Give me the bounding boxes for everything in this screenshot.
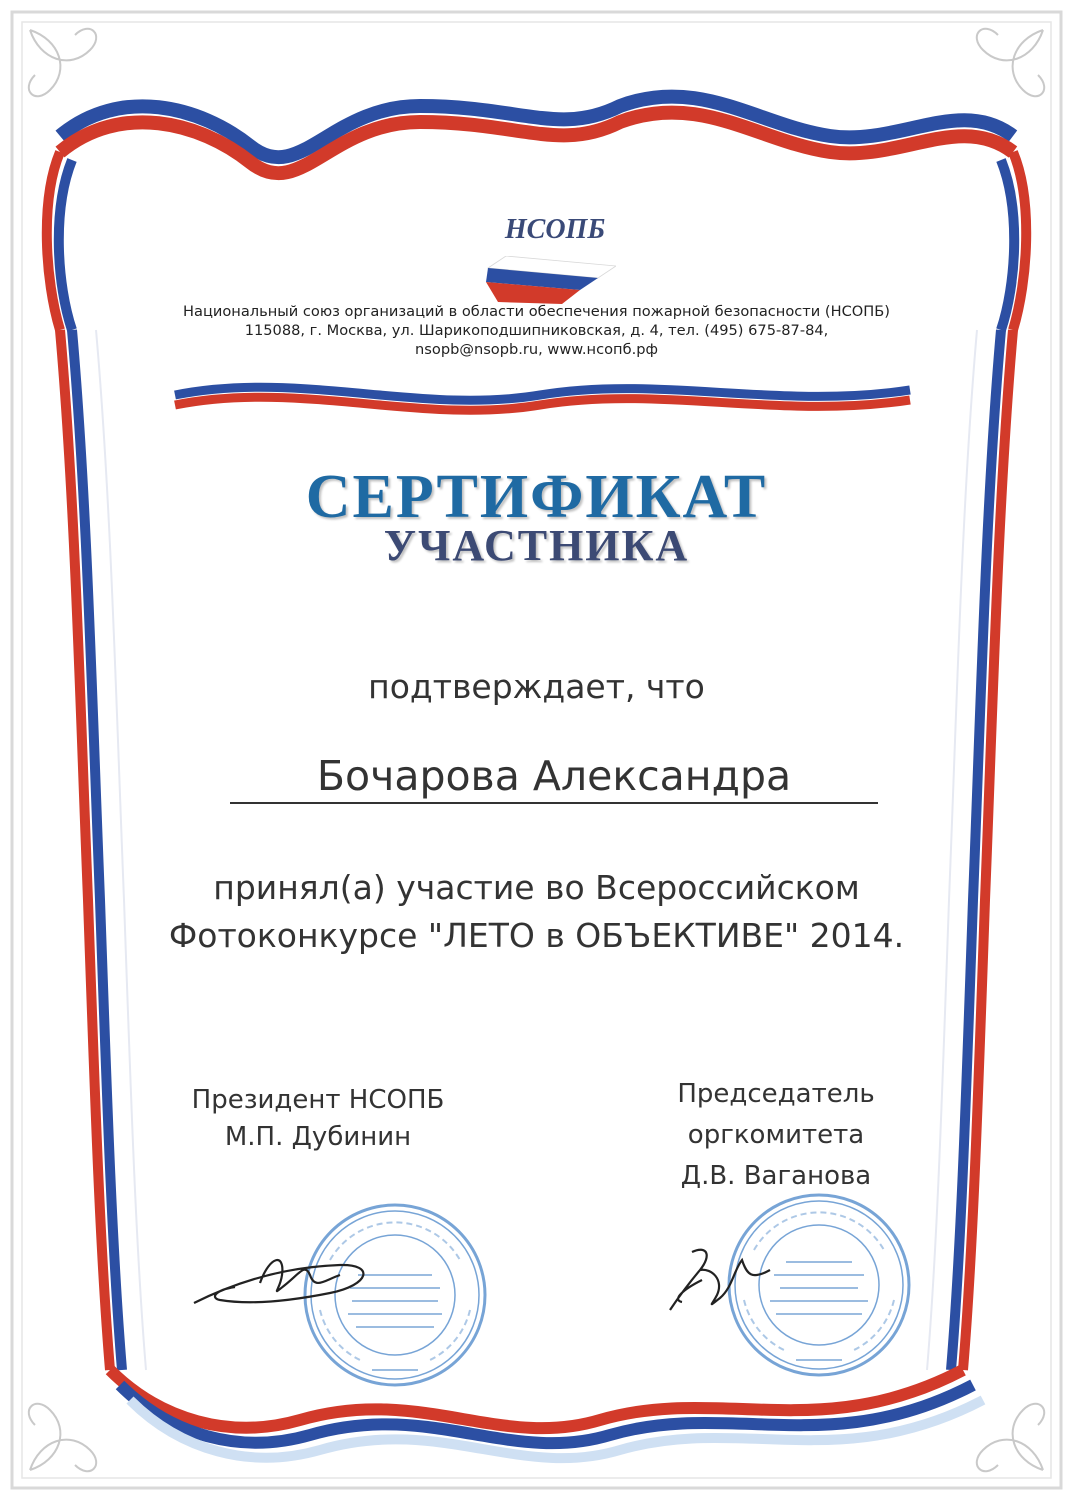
recipient-name: Бочарова Александра: [316, 752, 792, 800]
right-ribbon: [927, 330, 1013, 1370]
organization-contacts: nsopb@nsopb.ru, www.нсопб.рф: [415, 341, 658, 358]
logo-text: НСОПБ: [504, 214, 606, 245]
signatory-right-position-2: оргкомитета: [687, 1120, 865, 1150]
certificate-title: СЕРТИФИКАТ: [305, 463, 768, 531]
organization-header: [150, 302, 923, 359]
logo-flag-icon: [486, 256, 616, 306]
signatory-left-position: Президент НСОПБ: [191, 1085, 445, 1115]
participation-text: [100, 864, 973, 960]
signature-right: [662, 1240, 772, 1320]
header-band: [175, 377, 910, 410]
participation-line-2: Фотоконкурсе "ЛЕТО в ОБЪЕКТИВЕ" 2014.: [168, 916, 905, 955]
signatory-left-name: М.П. Дубинин: [224, 1122, 412, 1152]
participation-line-1: принял(а) участие во Всероссийском: [213, 868, 860, 907]
bottom-ribbon: [110, 1370, 983, 1458]
name-underline: [230, 802, 878, 804]
signatory-right: [626, 1074, 926, 1197]
signatory-right-position-1: Председатель: [677, 1079, 875, 1109]
signatory-right-name: Д.В. Ваганова: [680, 1161, 872, 1191]
organization-address: 115088, г. Москва, ул. Шарикоподшипниковская, д. 4, тел. (495) 675-87-84,: [244, 322, 829, 339]
certificate-subtitle: УЧАСТНИКА: [383, 521, 690, 570]
left-ribbon: [60, 330, 146, 1370]
organization-name: Национальный союз организаций в области обеспечения пожарной безопасности (НСОПБ): [183, 303, 890, 320]
confirms-text: подтверждает, что: [368, 667, 705, 706]
signatory-left: [168, 1082, 468, 1156]
signature-left: [190, 1245, 380, 1315]
